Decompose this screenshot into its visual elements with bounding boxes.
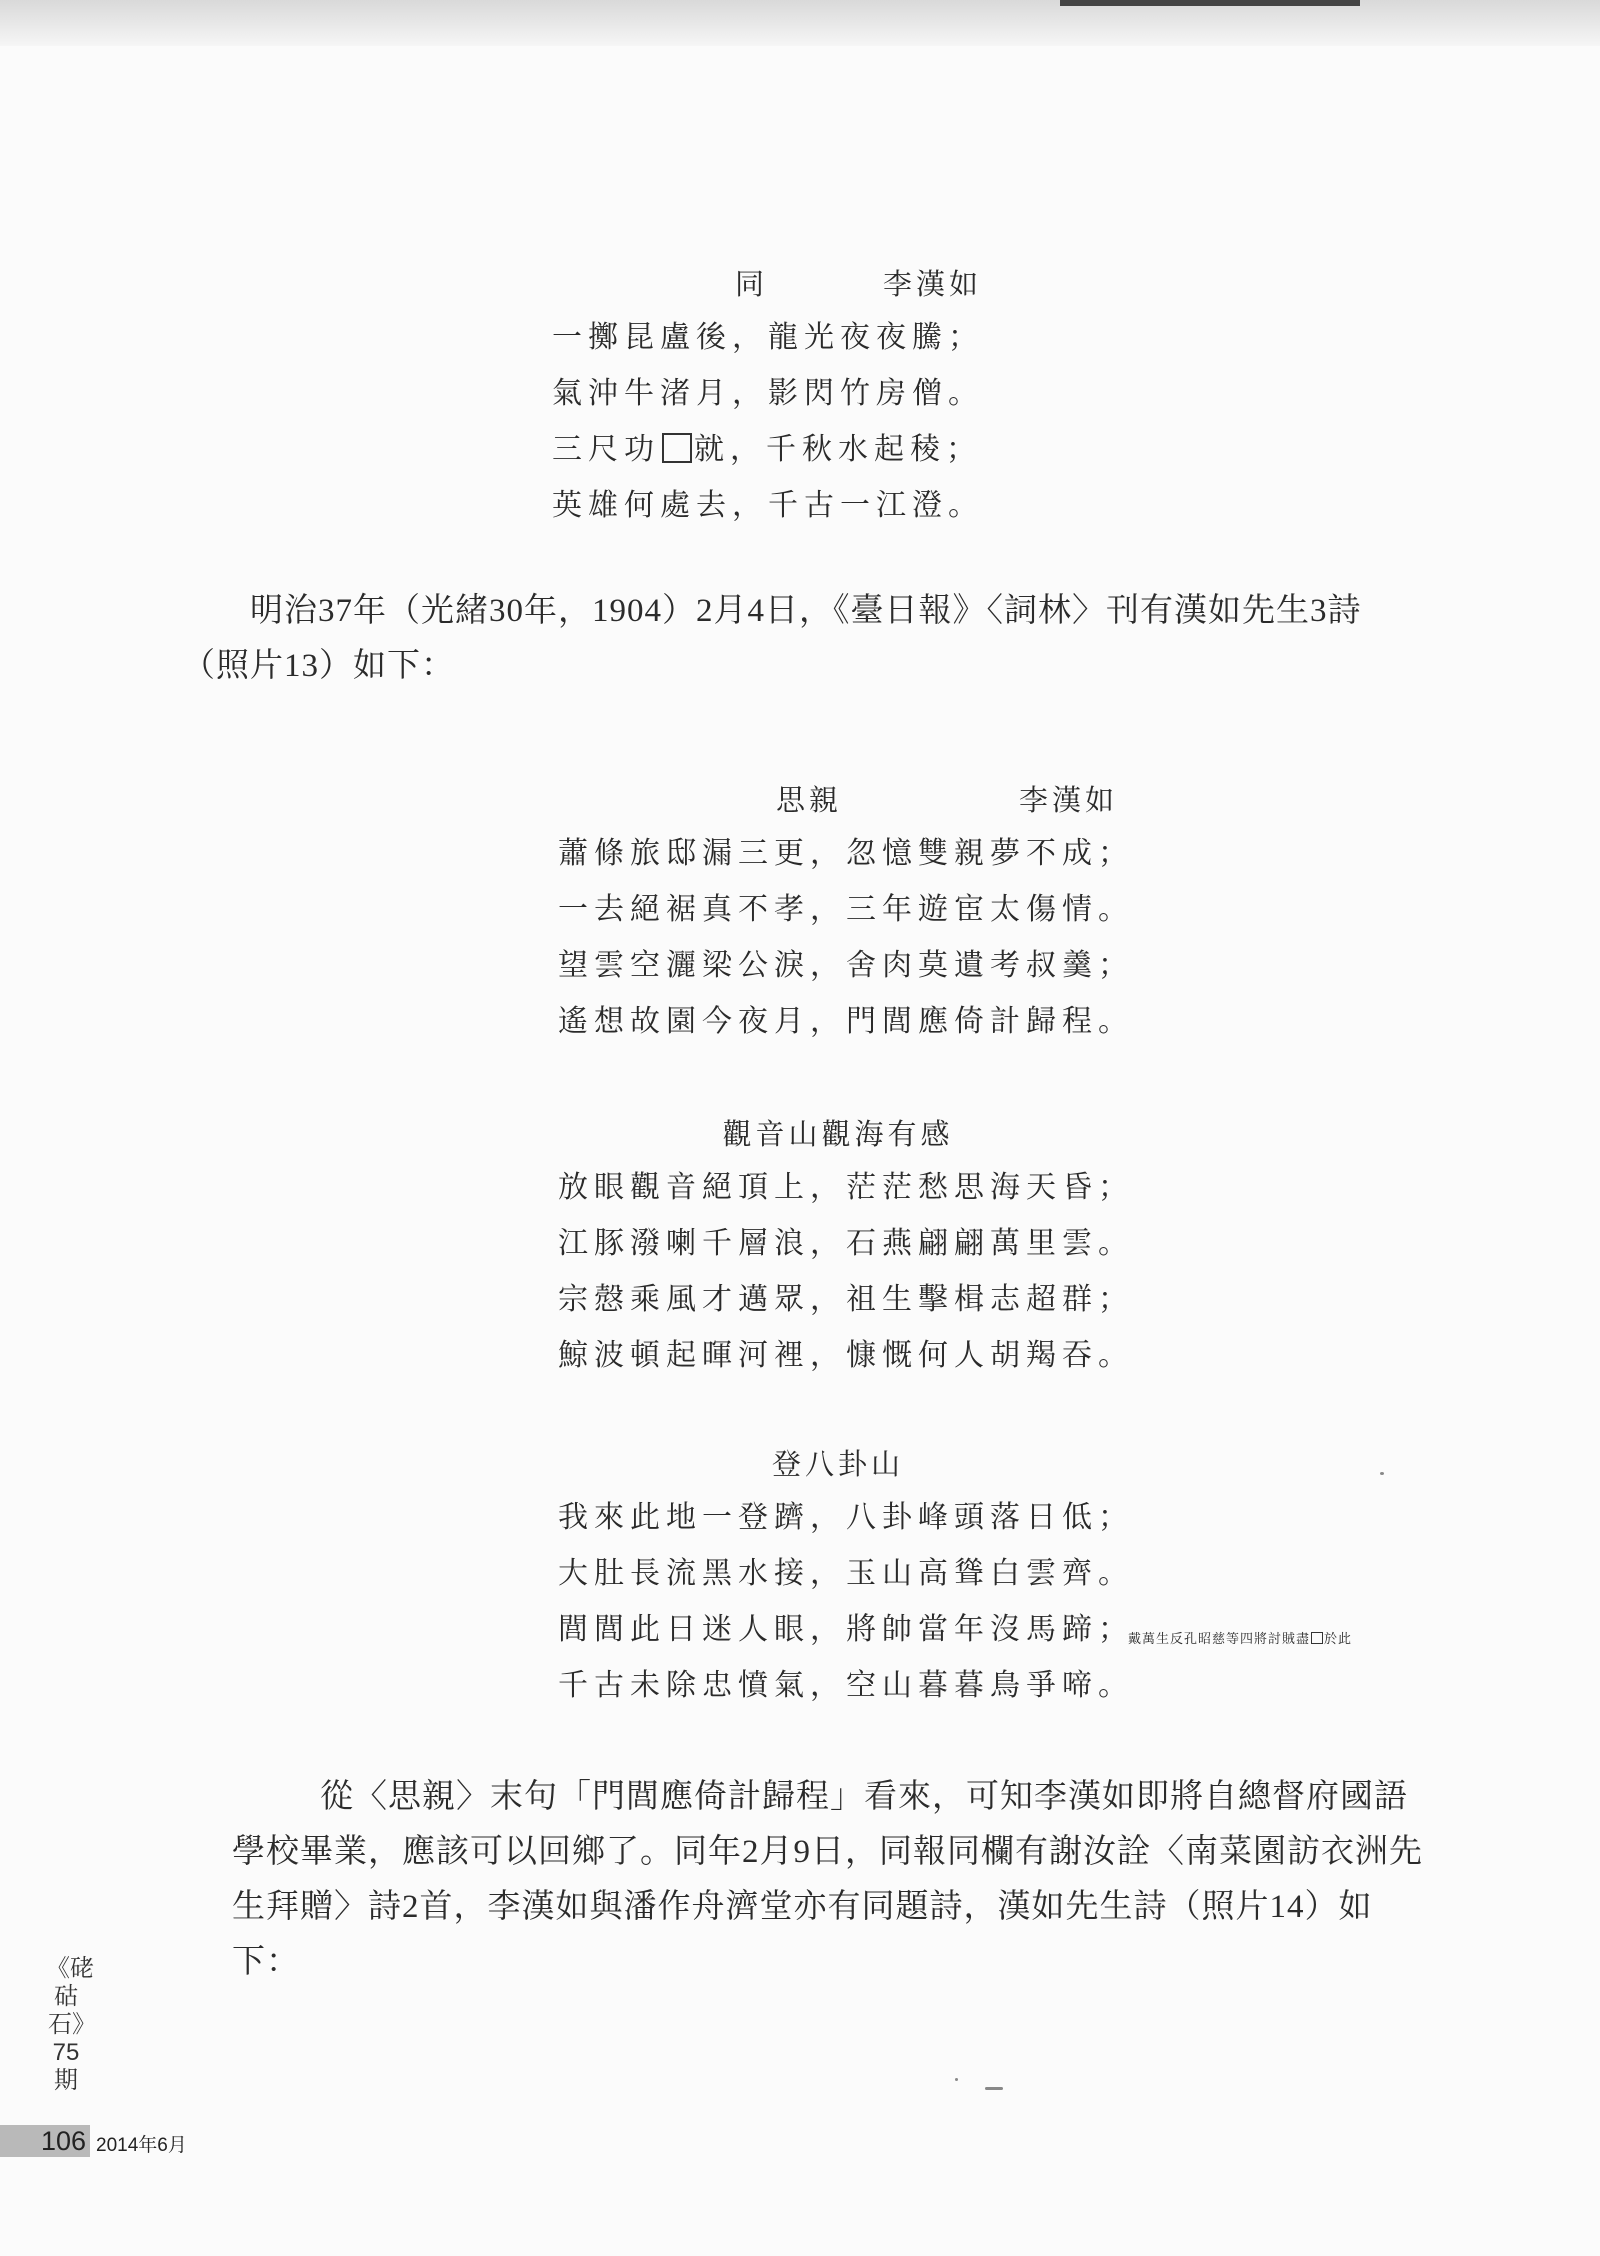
poem-line-part: 就，千秋水起稜； (694, 432, 982, 467)
poem-header (558, 778, 1118, 819)
poem-tong (552, 262, 982, 543)
poem-line: 英雄何處去，千古一江澄。 (552, 488, 984, 523)
page-number: 106 (0, 2125, 90, 2157)
annotation-part: 戴萬生反孔昭慈等四將討賊盡 (1128, 1632, 1311, 1647)
poem-guanyinshan (558, 1112, 1134, 1393)
scan-top-bar (1060, 0, 1360, 6)
poem-author: 李漢如 (882, 267, 982, 301)
poem-line: 江豚潑喇千層浪，石燕翩翩萬里雲。 (558, 1226, 1134, 1261)
poem-title: 觀音山觀海有感 (722, 1117, 954, 1151)
poem-siqin (558, 778, 1134, 1059)
poem-baguashan (558, 1442, 1353, 1723)
poem-line-text: 閭閭此日迷人眼，將帥當年沒馬蹄； (558, 1612, 1134, 1647)
journal-title: 《硓𥑮石》75期 (46, 1955, 94, 2094)
poem-line: 遙想故園今夜月，門閭應倚計歸程。 (558, 1004, 1134, 1039)
annotation-part: 於此 (1324, 1632, 1353, 1647)
poem-line-part: 三尺功 (552, 432, 660, 467)
poem-author: 李漢如 (1018, 783, 1118, 817)
body-paragraph (182, 584, 1362, 694)
poem-title: 同 (735, 267, 769, 301)
poem-line: 氣沖牛渚月，影閃竹房僧。 (552, 376, 984, 411)
paragraph-text: 明治37年（光緒30年，1904）2月4日，《臺日報》〈詞林〉刊有漢如先生3詩（照片13）如下： (182, 593, 1362, 684)
poem-annotation (1128, 1621, 1352, 1659)
poem-title: 登八卦山 (771, 1447, 904, 1481)
poem-line: 宗慤乘風才邁眾，祖生擊楫志超群； (558, 1282, 1134, 1317)
poem-line: 鯨波頓起暉河裡，慷慨何人胡羯吞。 (558, 1338, 1134, 1373)
poem-title: 思親 (776, 783, 843, 817)
body-paragraph (232, 1770, 1432, 1990)
scan-speck (955, 2078, 958, 2081)
scan-speck (985, 2087, 1003, 2090)
poem-line: 大肚長流黑水接，玉山高聳白雲齊。 (558, 1556, 1134, 1591)
poem-header (552, 262, 982, 303)
poem-line: 望雲空灑梁公淚，舍肉莫遺考叔羹； (558, 948, 1134, 983)
missing-character-box (662, 433, 692, 463)
paragraph-text: 從〈思親〉末句「門閭應倚計歸程」看來，可知李漢如即將自總督府國語學校畢業，應該可以回鄉了。同年2月9日，同報同欄有謝汝詮〈南菜園訪衣洲先生拜贈〉詩2首，李漢如與潘作舟濟堂亦有同題詩，漢如先生詩（照片14）如下： (232, 1779, 1423, 1980)
journal-title-vertical (46, 1955, 94, 2095)
poem-line: 一擲昆盧後，龍光夜夜騰； (552, 320, 984, 355)
poem-line: 放眼觀音絕頂上，茫茫愁思海天昏； (558, 1170, 1134, 1205)
poem-line (552, 431, 982, 469)
poem-line: 我來此地一登躋，八卦峰頭落日低； (558, 1500, 1134, 1535)
scan-top-edge (0, 0, 1600, 48)
issue-date: 2014年6月 (96, 2135, 187, 2156)
scan-speck (1380, 1472, 1384, 1475)
poem-line (558, 1611, 1353, 1649)
poem-line: 蕭條旅邸漏三更，忽憶雙親夢不成； (558, 836, 1134, 871)
poem-line: 一去絕裾真不孝，三年遊宦太傷情。 (558, 892, 1134, 927)
missing-character-box (1311, 1632, 1323, 1644)
poem-line: 千古未除忠憤氣，空山暮暮鳥爭啼。 (558, 1668, 1134, 1703)
